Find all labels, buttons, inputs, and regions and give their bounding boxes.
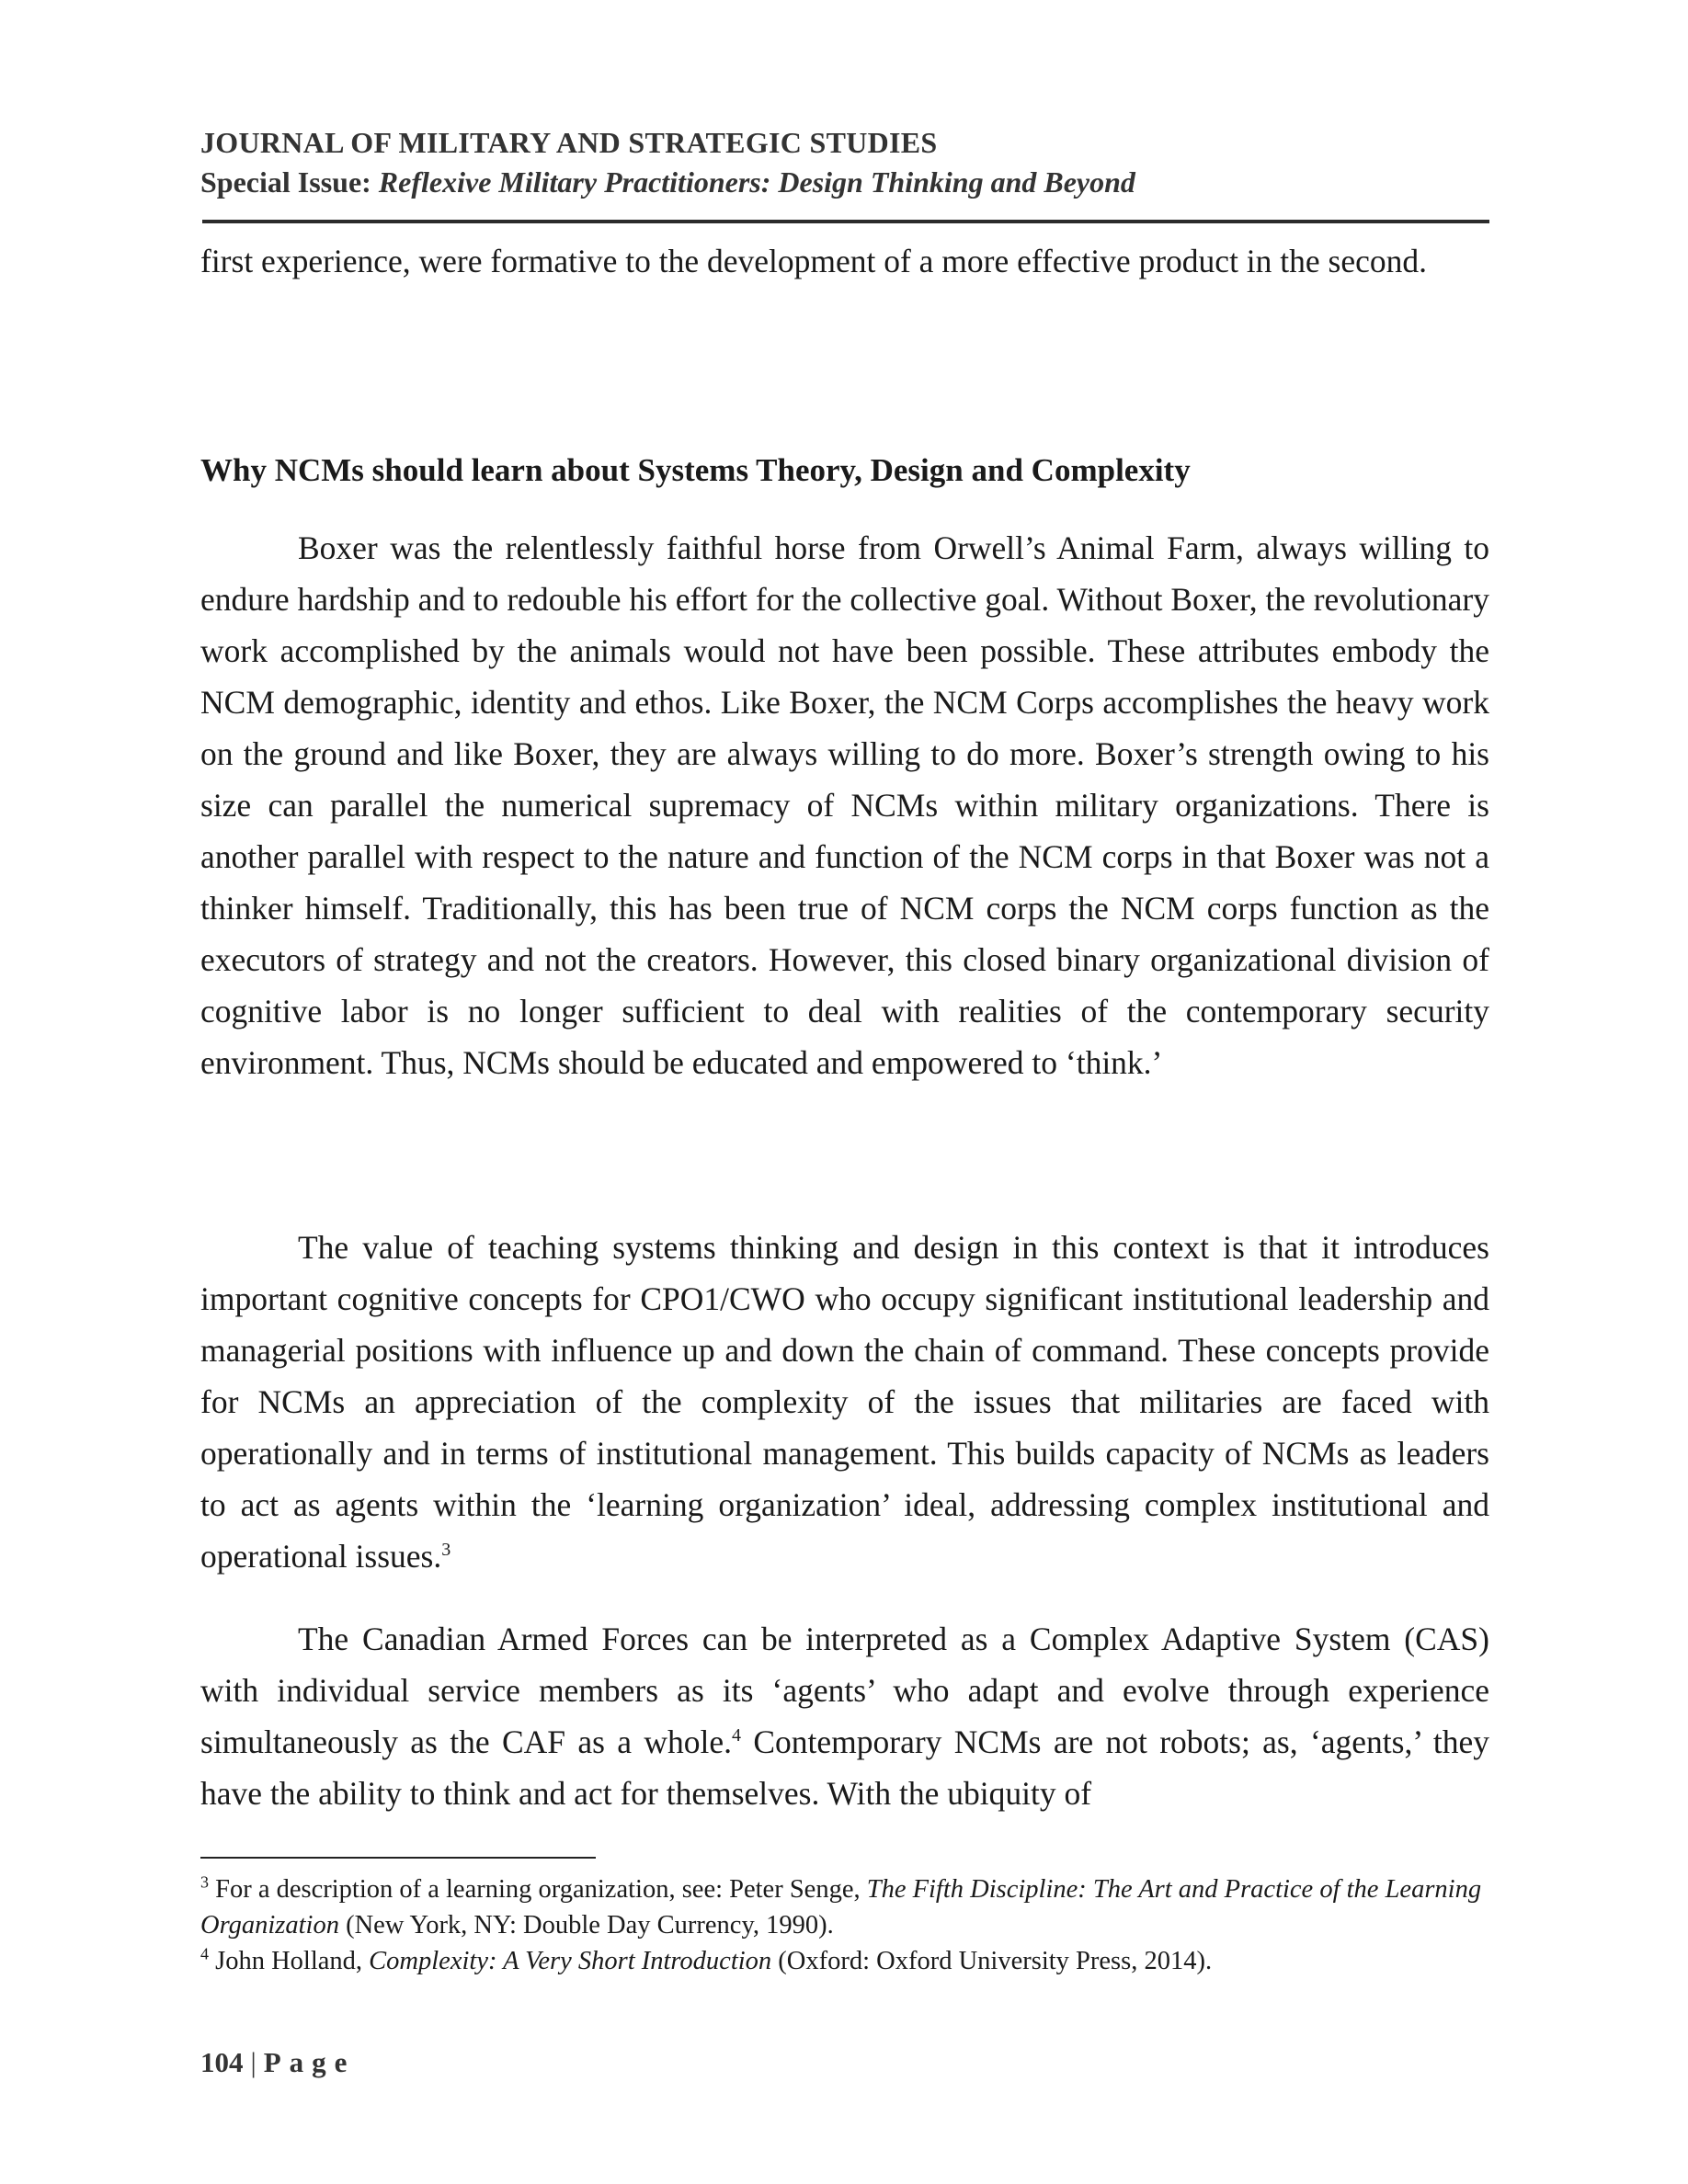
- paragraph-boxer: Boxer was the relentlessly faithful horse from Orwell’s Animal Farm, always willing to endure hardship and to redouble his effort for the collective goal. Without Boxer, the revolutionary work accomplished by the animals would not have been possible. These attributes embody the NCM demographic, identity and ethos. Like Boxer, the NCM Corps accomplishes the heavy work on the ground and like Boxer, they are always willing to do more. Boxer’s strength owing to his size can parallel the numerical supremacy of NCMs within military organizations. There is another parallel with respect to the nature and function of the NCM corps in that Boxer was not a thinker himself. Traditionally, this has been true of NCM corps the NCM corps function as the executors of strategy and not the creators. However, this closed binary organizational division of cognitive labor is no longer sufficient to deal with realities of the contemporary security environment. Thus, NCMs should be educated and empowered to ‘think.’: [200, 529, 1489, 1081]
- footnote-text: (New York, NY: Double Day Currency, 1990).: [338, 1911, 834, 1939]
- footnote-3: [200, 1871, 1489, 1943]
- footer-separator: |: [250, 2046, 257, 2078]
- journal-title: JOURNAL OF MILITARY AND STRATEGIC STUDIES: [200, 126, 938, 159]
- paragraph-cas-text-b: Contemporary NCMs are not robots; as, ‘agents,’ they have the ability to think and act for themselves. With the ubiquity of: [200, 1723, 1490, 1812]
- footnote-reference-4[interactable]: 4: [732, 1725, 742, 1746]
- footnotes: [200, 1871, 1489, 1979]
- page-number: 104: [200, 2046, 244, 2078]
- header-divider: [202, 220, 1489, 223]
- paragraph-cas-text-a: The Canadian Armed Forces can be interpreted as a Complex Adaptive System (CAS) with individual service members as its ‘agents’ who adapt and evolve through experience simultaneously as the CAF as a whole.: [200, 1621, 1489, 1760]
- footnote-number: 4: [200, 1944, 209, 1963]
- page-label: Page: [263, 2046, 356, 2078]
- footnote-number: 3: [200, 1872, 209, 1892]
- continuation-paragraph: first experience, were formative to the development of a more effective product in the second.: [200, 243, 1427, 279]
- paragraph-systems-thinking-text: The value of teaching systems thinking and design in this context is that it introduces important cognitive concepts for CPO1/CWO who occupy significant institutional leadership and managerial positions with influence up and down the chain of command. These concepts provide for NCMs an appreciation of the complexity of the issues that militaries are faced with operationally and in terms of institutional management. This builds capacity of NCMs as leaders to act as agents within the ‘learning organization’ ideal, addressing complex institutional and operational issues.: [200, 1229, 1489, 1575]
- running-header: [200, 123, 1489, 202]
- footnote-book-title: Complexity: A Very Short Introduction: [369, 1947, 772, 1975]
- footnote-4: [200, 1943, 1489, 1979]
- footnote-text: John Holland,: [209, 1947, 370, 1975]
- special-issue-name: Reflexive Military Practitioners: Design Thinking and Beyond: [378, 165, 1135, 199]
- page-footer: [200, 2044, 355, 2081]
- special-issue-line: [200, 162, 1489, 202]
- paragraph-systems-thinking: [200, 1222, 1489, 1582]
- footnote-text: (Oxford: Oxford University Press, 2014).: [771, 1947, 1213, 1975]
- paragraph-complex-adaptive-system: [200, 1613, 1489, 1819]
- footnote-divider: [200, 1857, 596, 1859]
- footnote-book-title: The Fifth Discipline: The Art and Practice of the Learning Organization: [200, 1875, 1482, 1939]
- special-issue-label: Special Issue:: [200, 165, 371, 199]
- footnote-text: For a description of a learning organization, see: Peter Senge,: [209, 1875, 867, 1904]
- section-heading: Why NCMs should learn about Systems Theory, Design and Complexity: [200, 452, 1191, 488]
- footnote-reference-3[interactable]: 3: [441, 1540, 451, 1561]
